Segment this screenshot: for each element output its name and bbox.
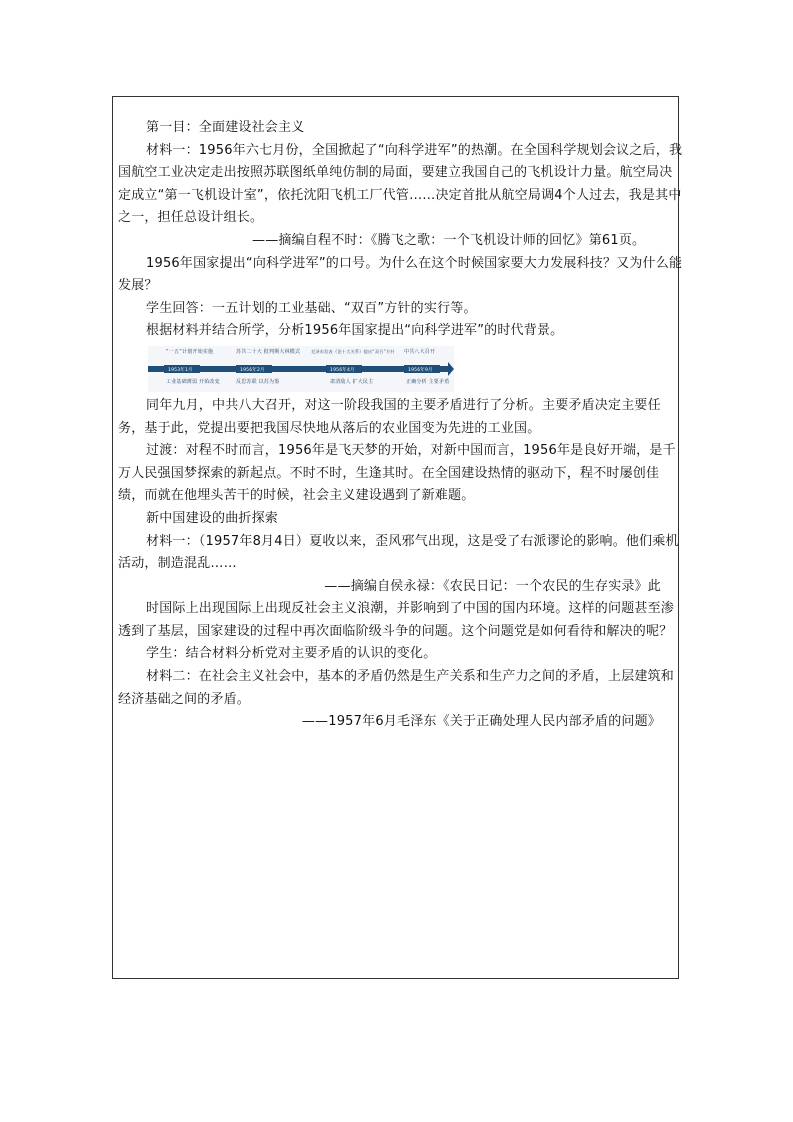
svg-text:1956年4月: 1956年4月 xyxy=(330,367,355,373)
material-one-text: 材料一：1956年六七月份，全国掀起了“向科学进军”的热潮。在全国科学规划会议之后，我国航空工业决定走出按照苏联图纸单纯仿制的局面，要建立我国自己的飞机设计力量。航空局决定成立“第一飞机设计室”，依托沈阳飞机工厂代管……决定首批从航空局调4个人过去，我是其中之一，担任总设计组长。 xyxy=(118,142,683,226)
material-two-text: 材料二：在社会主义社会中，基本的矛盾仍然是生产关系和生产力之间的矛盾，上层建筑和经济基础之间的矛盾。 xyxy=(118,669,675,707)
international-context-text: 时国际上出现国际上出现反社会主义浪潮，并影响到了中国的国内环境。这样的问题甚至渗透到了基层，国家建设的过程中再次面临阶级斗争的问题。这个问题党是如何看待和解决的呢？ xyxy=(118,601,675,639)
svg-text:肃清敌人 扩大民主: 肃清敌人 扩大民主 xyxy=(330,378,374,385)
question-text: 1956年国家提出“向科学进军”的口号。为什么在这个时候国家要大力发展科技？又为什么能发展？ xyxy=(118,255,683,294)
material-one-source: ——摘编自程不时：《腾飞之歌：一个飞机设计师的回忆》第61页。 xyxy=(252,232,646,248)
svg-text:苏共二十大 批判斯大林模式: 苏共二十大 批判斯大林模式 xyxy=(236,348,301,355)
timeline-image xyxy=(148,346,454,392)
svg-text:反思苏联 以苏为鉴: 反思苏联 以苏为鉴 xyxy=(236,378,280,385)
subsection-heading: 新中国建设的曲折探索 xyxy=(146,510,279,526)
svg-text:“一五”计划开始实施: “一五”计划开始实施 xyxy=(166,348,214,355)
lesson-content xyxy=(118,117,683,734)
analysis-prompt: 根据材料并结合所学，分析1956年国家提出“向科学进军”的时代背景。 xyxy=(146,323,564,339)
student-answer: 学生回答：一五计划的工业基础、“双百”方针的实行等。 xyxy=(146,300,477,316)
student-task: 学生：结合材料分析党对主要矛盾的认识的变化。 xyxy=(146,646,437,662)
diary-source: ——摘编自侯永禄：《农民日记：一个农民的生存实录》此 xyxy=(324,578,661,594)
svg-text:工业基础薄弱 开始改变: 工业基础薄弱 开始改变 xyxy=(166,378,220,385)
svg-text:1953年1月: 1953年1月 xyxy=(168,367,193,373)
svg-text:中共八大召开: 中共八大召开 xyxy=(404,348,436,355)
svg-text:正确分析 主要矛盾: 正确分析 主要矛盾 xyxy=(406,378,450,385)
eighth-congress-text: 同年九月，中共八大召开，对这一阶段我国的主要矛盾进行了分析。主要矛盾决定主要任务，基于此，党提出要把我国尽快地从落后的农业国变为先进的工业国。 xyxy=(118,397,661,436)
material-two-source: ——1957年6月毛泽东《关于正确处理人民内部矛盾的问题》 xyxy=(301,714,661,730)
section-heading: 第一目：全面建设社会主义 xyxy=(146,120,305,135)
svg-text:毛泽东发表《论十大关系》提出“双百”方针: 毛泽东发表《论十大关系》提出“双百”方针 xyxy=(311,348,395,354)
svg-text:1956年2月: 1956年2月 xyxy=(240,367,265,373)
svg-text:1956年9月: 1956年9月 xyxy=(408,367,433,373)
material-one-diary-text: 材料一：（1957年8月4日）夏收以来，歪风邪气出现，这是受了右派谬论的影响。他们乘机活动，制造混乱…… xyxy=(118,533,679,572)
transition-text: 过渡：对程不时而言，1956年是飞天梦的开始，对新中国而言，1956年是良好开端，是千万人民强国梦探索的新起点。不时不时，生逢其时。在全国建设热情的驱动下，程不时屡创佳绩，而就在他埋头苦干的时候，社会主义建设遇到了新难题。 xyxy=(118,443,676,504)
